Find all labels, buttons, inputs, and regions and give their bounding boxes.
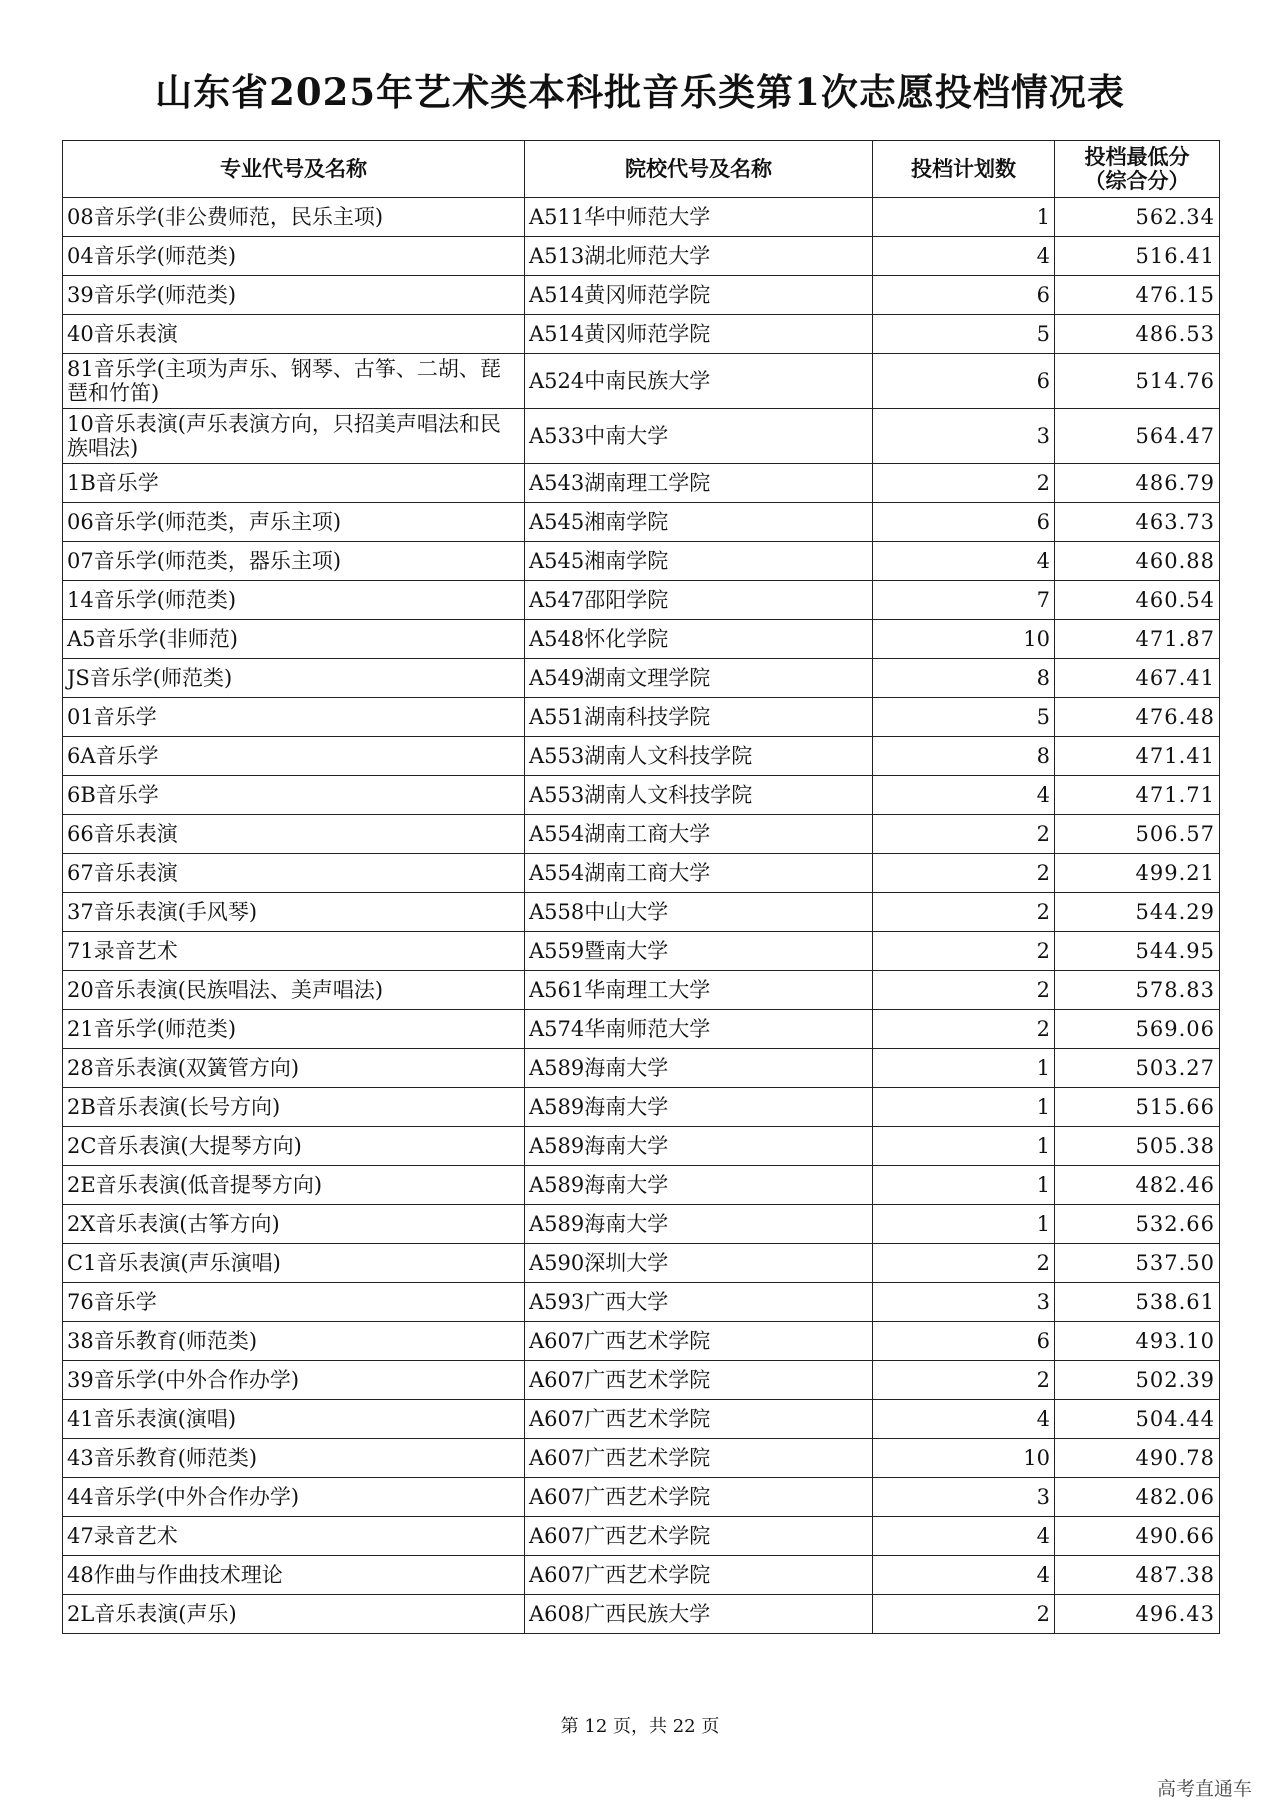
table-row xyxy=(63,1283,1220,1322)
cell-min-score: 499.21 xyxy=(1055,854,1220,893)
cell-plan: 4 xyxy=(873,237,1055,276)
cell-school: A551湖南科技学院 xyxy=(525,698,873,737)
cell-min-score: 482.06 xyxy=(1055,1478,1220,1517)
header-plan: 投档计划数 xyxy=(873,141,1055,198)
cell-school: A589海南大学 xyxy=(525,1049,873,1088)
cell-school: A607广西艺术学院 xyxy=(525,1439,873,1478)
table-row xyxy=(63,1127,1220,1166)
cell-major: A5音乐学(非师范) xyxy=(63,620,525,659)
table-row xyxy=(63,932,1220,971)
table-row xyxy=(63,1205,1220,1244)
cell-min-score: 532.66 xyxy=(1055,1205,1220,1244)
cell-plan: 3 xyxy=(873,409,1055,464)
table-row xyxy=(63,1517,1220,1556)
cell-major: 2L音乐表演(声乐) xyxy=(63,1595,525,1634)
table-row xyxy=(63,1595,1220,1634)
cell-major: 81音乐学(主项为声乐、钢琴、古筝、二胡、琵琶和竹笛) xyxy=(63,354,525,409)
cell-min-score: 496.43 xyxy=(1055,1595,1220,1634)
cell-min-score: 569.06 xyxy=(1055,1010,1220,1049)
cell-plan: 1 xyxy=(873,1127,1055,1166)
cell-min-score: 562.34 xyxy=(1055,198,1220,237)
cell-school: A553湖南人文科技学院 xyxy=(525,776,873,815)
cell-major: 67音乐表演 xyxy=(63,854,525,893)
cell-school: A607广西艺术学院 xyxy=(525,1478,873,1517)
cell-major: 2C音乐表演(大提琴方向) xyxy=(63,1127,525,1166)
cell-plan: 6 xyxy=(873,503,1055,542)
cell-min-score: 514.76 xyxy=(1055,354,1220,409)
cell-major: 76音乐学 xyxy=(63,1283,525,1322)
cell-plan: 2 xyxy=(873,815,1055,854)
cell-plan: 1 xyxy=(873,1166,1055,1205)
table-row xyxy=(63,1244,1220,1283)
cell-school: A513湖北师范大学 xyxy=(525,237,873,276)
cell-school: A545湘南学院 xyxy=(525,503,873,542)
cell-school: A548怀化学院 xyxy=(525,620,873,659)
cell-min-score: 490.78 xyxy=(1055,1439,1220,1478)
cell-major: 08音乐学(非公费师范，民乐主项) xyxy=(63,198,525,237)
cell-min-score: 490.66 xyxy=(1055,1517,1220,1556)
cell-school: A589海南大学 xyxy=(525,1127,873,1166)
cell-plan: 6 xyxy=(873,354,1055,409)
header-min-score-line2: （综合分） xyxy=(1084,168,1190,193)
cell-min-score: 476.48 xyxy=(1055,698,1220,737)
cell-min-score: 516.41 xyxy=(1055,237,1220,276)
cell-min-score: 486.79 xyxy=(1055,464,1220,503)
cell-min-score: 476.15 xyxy=(1055,276,1220,315)
table-row xyxy=(63,1556,1220,1595)
table-row xyxy=(63,354,1220,409)
cell-min-score: 463.73 xyxy=(1055,503,1220,542)
cell-plan: 2 xyxy=(873,1244,1055,1283)
cell-min-score: 503.27 xyxy=(1055,1049,1220,1088)
cell-school: A514黄冈师范学院 xyxy=(525,315,873,354)
cell-plan: 6 xyxy=(873,276,1055,315)
cell-plan: 4 xyxy=(873,1556,1055,1595)
cell-school: A554湖南工商大学 xyxy=(525,854,873,893)
cell-school: A545湘南学院 xyxy=(525,542,873,581)
cell-major: 37音乐表演(手风琴) xyxy=(63,893,525,932)
cell-major: 06音乐学(师范类，声乐主项) xyxy=(63,503,525,542)
cell-min-score: 460.54 xyxy=(1055,581,1220,620)
cell-major: 39音乐学(中外合作办学) xyxy=(63,1361,525,1400)
cell-school: A559暨南大学 xyxy=(525,932,873,971)
cell-major: 40音乐表演 xyxy=(63,315,525,354)
table-row xyxy=(63,1439,1220,1478)
cell-school: A549湖南文理学院 xyxy=(525,659,873,698)
cell-min-score: 506.57 xyxy=(1055,815,1220,854)
table-row xyxy=(63,659,1220,698)
cell-major: 6A音乐学 xyxy=(63,737,525,776)
table-row xyxy=(63,1361,1220,1400)
cell-plan: 8 xyxy=(873,737,1055,776)
cell-school: A607广西艺术学院 xyxy=(525,1322,873,1361)
table-row xyxy=(63,1088,1220,1127)
cell-school: A558中山大学 xyxy=(525,893,873,932)
cell-major: 41音乐表演(演唱) xyxy=(63,1400,525,1439)
cell-plan: 8 xyxy=(873,659,1055,698)
cell-school: A514黄冈师范学院 xyxy=(525,276,873,315)
admission-table xyxy=(62,140,1220,1634)
cell-plan: 2 xyxy=(873,893,1055,932)
header-min-score xyxy=(1055,141,1220,198)
table-row xyxy=(63,503,1220,542)
cell-min-score: 537.50 xyxy=(1055,1244,1220,1283)
cell-plan: 4 xyxy=(873,1400,1055,1439)
table-row xyxy=(63,1049,1220,1088)
cell-major: 38音乐教育(师范类) xyxy=(63,1322,525,1361)
cell-major: 28音乐表演(双簧管方向) xyxy=(63,1049,525,1088)
cell-min-score: 486.53 xyxy=(1055,315,1220,354)
table-row xyxy=(63,815,1220,854)
header-min-score-line1: 投档最低分 xyxy=(1084,144,1190,169)
cell-min-score: 515.66 xyxy=(1055,1088,1220,1127)
cell-school: A561华南理工大学 xyxy=(525,971,873,1010)
header-major: 专业代号及名称 xyxy=(63,141,525,198)
cell-major: 10音乐表演(声乐表演方向，只招美声唱法和民族唱法) xyxy=(63,409,525,464)
cell-plan: 1 xyxy=(873,198,1055,237)
cell-plan: 2 xyxy=(873,932,1055,971)
cell-min-score: 471.87 xyxy=(1055,620,1220,659)
cell-min-score: 471.41 xyxy=(1055,737,1220,776)
table-row xyxy=(63,198,1220,237)
table-row xyxy=(63,1400,1220,1439)
cell-plan: 2 xyxy=(873,854,1055,893)
cell-min-score: 460.88 xyxy=(1055,542,1220,581)
cell-school: A574华南师范大学 xyxy=(525,1010,873,1049)
cell-school: A607广西艺术学院 xyxy=(525,1400,873,1439)
header-school: 院校代号及名称 xyxy=(525,141,873,198)
cell-major: 44音乐学(中外合作办学) xyxy=(63,1478,525,1517)
cell-min-score: 482.46 xyxy=(1055,1166,1220,1205)
cell-min-score: 493.10 xyxy=(1055,1322,1220,1361)
cell-school: A511华中师范大学 xyxy=(525,198,873,237)
cell-school: A589海南大学 xyxy=(525,1205,873,1244)
cell-min-score: 564.47 xyxy=(1055,409,1220,464)
cell-major: 2E音乐表演(低音提琴方向) xyxy=(63,1166,525,1205)
cell-plan: 3 xyxy=(873,1283,1055,1322)
cell-major: 04音乐学(师范类) xyxy=(63,237,525,276)
cell-major: 20音乐表演(民族唱法、美声唱法) xyxy=(63,971,525,1010)
cell-major: 01音乐学 xyxy=(63,698,525,737)
cell-plan: 2 xyxy=(873,971,1055,1010)
table-row xyxy=(63,409,1220,464)
cell-plan: 4 xyxy=(873,1517,1055,1556)
cell-major: 39音乐学(师范类) xyxy=(63,276,525,315)
cell-min-score: 487.38 xyxy=(1055,1556,1220,1595)
cell-plan: 2 xyxy=(873,1010,1055,1049)
cell-major: 71录音艺术 xyxy=(63,932,525,971)
cell-school: A607广西艺术学院 xyxy=(525,1556,873,1595)
table-row xyxy=(63,1166,1220,1205)
cell-plan: 4 xyxy=(873,776,1055,815)
watermark: 高考直通车 xyxy=(1156,1778,1252,1800)
cell-school: A543湖南理工学院 xyxy=(525,464,873,503)
cell-school: A533中南大学 xyxy=(525,409,873,464)
cell-major: 21音乐学(师范类) xyxy=(63,1010,525,1049)
cell-plan: 2 xyxy=(873,1595,1055,1634)
cell-school: A607广西艺术学院 xyxy=(525,1517,873,1556)
cell-school: A608广西民族大学 xyxy=(525,1595,873,1634)
cell-min-score: 502.39 xyxy=(1055,1361,1220,1400)
cell-min-score: 505.38 xyxy=(1055,1127,1220,1166)
cell-plan: 1 xyxy=(873,1205,1055,1244)
table-row xyxy=(63,1322,1220,1361)
cell-plan: 4 xyxy=(873,542,1055,581)
page-title: 山东省2025年艺术类本科批音乐类第1次志愿投档情况表 xyxy=(155,70,1125,114)
cell-plan: 7 xyxy=(873,581,1055,620)
table-row xyxy=(63,620,1220,659)
cell-plan: 10 xyxy=(873,1439,1055,1478)
table-row xyxy=(63,1478,1220,1517)
cell-major: 2B音乐表演(长号方向) xyxy=(63,1088,525,1127)
cell-min-score: 544.95 xyxy=(1055,932,1220,971)
cell-major: JS音乐学(师范类) xyxy=(63,659,525,698)
cell-plan: 5 xyxy=(873,315,1055,354)
cell-major: 07音乐学(师范类，器乐主项) xyxy=(63,542,525,581)
cell-min-score: 471.71 xyxy=(1055,776,1220,815)
table-row xyxy=(63,854,1220,893)
table-row xyxy=(63,237,1220,276)
page-footer: 第 12 页，共 22 页 xyxy=(560,1716,720,1737)
cell-school: A590深圳大学 xyxy=(525,1244,873,1283)
table-row xyxy=(63,542,1220,581)
table-row xyxy=(63,315,1220,354)
cell-plan: 5 xyxy=(873,698,1055,737)
table-row xyxy=(63,464,1220,503)
cell-major: C1音乐表演(声乐演唱) xyxy=(63,1244,525,1283)
cell-major: 1B音乐学 xyxy=(63,464,525,503)
cell-plan: 2 xyxy=(873,1361,1055,1400)
header-row xyxy=(63,141,1220,198)
cell-plan: 1 xyxy=(873,1088,1055,1127)
table-row xyxy=(63,776,1220,815)
cell-school: A553湖南人文科技学院 xyxy=(525,737,873,776)
cell-school: A524中南民族大学 xyxy=(525,354,873,409)
cell-plan: 1 xyxy=(873,1049,1055,1088)
cell-school: A554湖南工商大学 xyxy=(525,815,873,854)
cell-major: 6B音乐学 xyxy=(63,776,525,815)
cell-min-score: 538.61 xyxy=(1055,1283,1220,1322)
table-row xyxy=(63,698,1220,737)
cell-plan: 10 xyxy=(873,620,1055,659)
cell-min-score: 504.44 xyxy=(1055,1400,1220,1439)
cell-plan: 6 xyxy=(873,1322,1055,1361)
cell-school: A589海南大学 xyxy=(525,1166,873,1205)
cell-major: 66音乐表演 xyxy=(63,815,525,854)
table-row xyxy=(63,1010,1220,1049)
cell-school: A607广西艺术学院 xyxy=(525,1361,873,1400)
table-row xyxy=(63,581,1220,620)
cell-plan: 2 xyxy=(873,464,1055,503)
table-row xyxy=(63,893,1220,932)
table-row xyxy=(63,276,1220,315)
cell-min-score: 544.29 xyxy=(1055,893,1220,932)
cell-school: A593广西大学 xyxy=(525,1283,873,1322)
table-row xyxy=(63,737,1220,776)
cell-min-score: 467.41 xyxy=(1055,659,1220,698)
table-row xyxy=(63,971,1220,1010)
cell-school: A547邵阳学院 xyxy=(525,581,873,620)
cell-major: 2X音乐表演(古筝方向) xyxy=(63,1205,525,1244)
cell-plan: 3 xyxy=(873,1478,1055,1517)
table-body xyxy=(63,198,1220,1634)
cell-min-score: 578.83 xyxy=(1055,971,1220,1010)
cell-major: 48作曲与作曲技术理论 xyxy=(63,1556,525,1595)
cell-major: 43音乐教育(师范类) xyxy=(63,1439,525,1478)
cell-major: 14音乐学(师范类) xyxy=(63,581,525,620)
cell-school: A589海南大学 xyxy=(525,1088,873,1127)
cell-major: 47录音艺术 xyxy=(63,1517,525,1556)
